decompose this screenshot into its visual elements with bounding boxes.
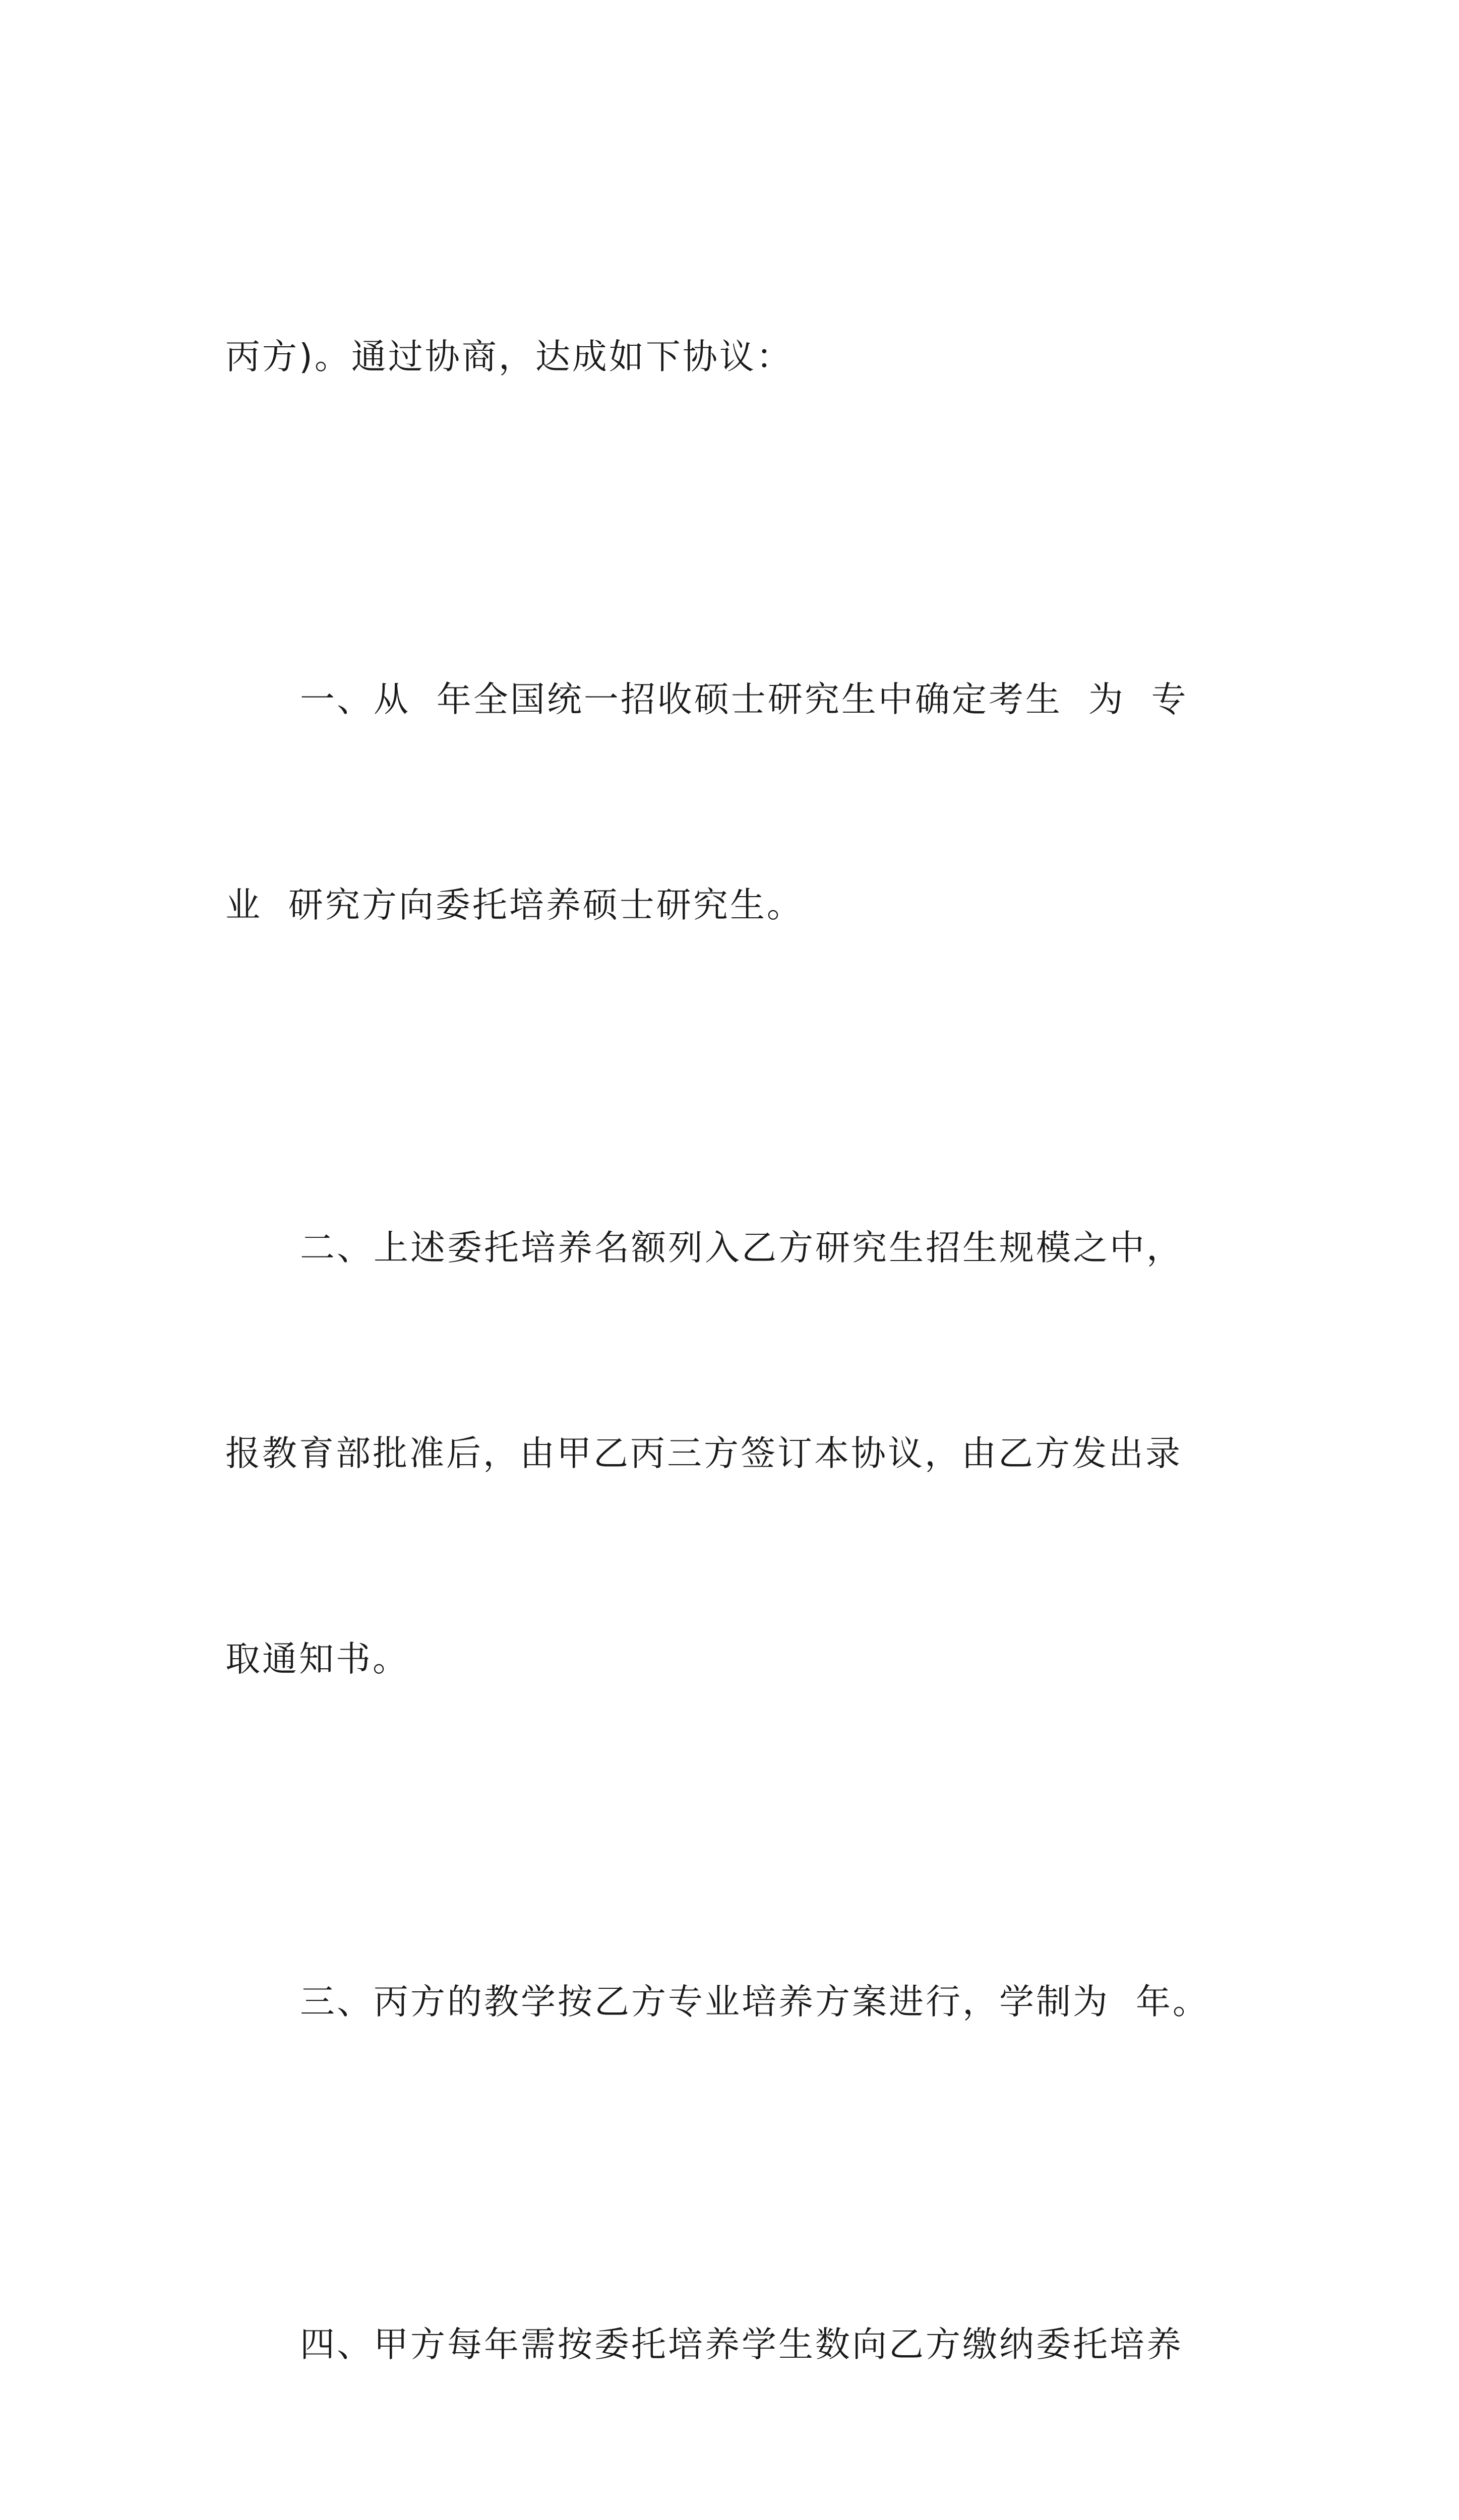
text-line: 报教育部批准后，由甲乙丙三方签订本协议，由乙方发出录 [225,1433,1182,1474]
text-line: 取通知书。 [225,1639,409,1679]
text-line: 二、上述委托培养名额列入乙方研究生招生规模之中， [300,1228,1183,1268]
text-line: 业 研究方向委托培养硕士研究生。 [225,885,804,925]
text-line [225,2516,1249,2520]
paragraph-intro [225,185,1249,528]
clause-1 [225,528,1249,1077]
text-line: 三、丙方的教学按乙方专业培养方案进行，学制为 年。 [300,1982,1209,2022]
clause-2 [225,1077,1249,1831]
clause-3 [225,1831,1249,2173]
text-line: 一、从 年全国统一招收硕士研究生中确定考生 为 专 [300,679,1188,720]
text-line: 四、甲方每年需按委托培养学生数向乙方缴纳委托培养 [300,2324,1183,2365]
clause-4 [225,2173,1249,2520]
text-line: 丙方)。通过协商，达成如下协议： [225,337,793,377]
document-body [225,185,1249,2520]
